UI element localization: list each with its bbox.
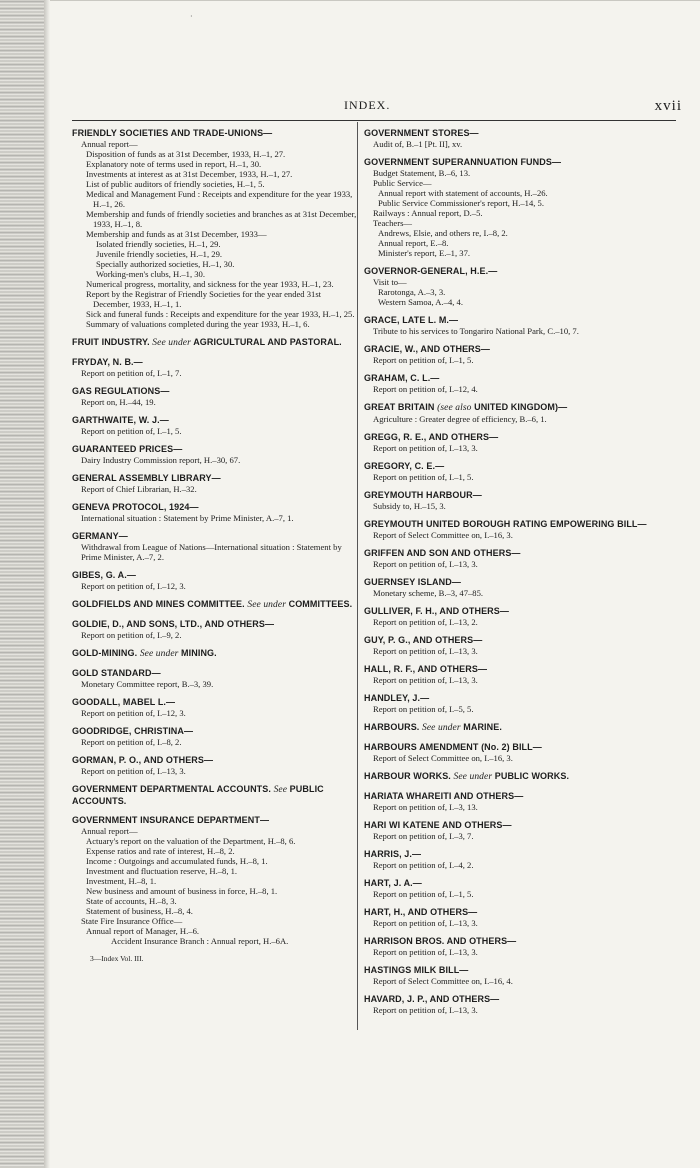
subentry-line: Juvenile friendly societies, H.–1, 29. bbox=[96, 249, 223, 259]
subentry-line: Membership and funds as at 31st December, 1933— bbox=[86, 229, 267, 239]
heading-text: HARI WI KATENE AND OTHERS— bbox=[364, 820, 512, 830]
heading-text: GREGG, R. E., AND OTHERS— bbox=[364, 432, 499, 442]
entry-heading bbox=[72, 337, 360, 349]
index-entry bbox=[364, 693, 680, 714]
index-entry bbox=[364, 635, 680, 656]
index-entry bbox=[72, 648, 360, 660]
subentry-line: Income : Outgoings and accumulated funds, H.–8, 1. bbox=[86, 856, 268, 866]
index-entry bbox=[364, 344, 680, 365]
heading-text: GUERNSEY ISLAND— bbox=[364, 577, 461, 587]
entry-heading bbox=[72, 648, 360, 660]
subentry-line: Working-men's clubs, H.–1, 30. bbox=[96, 269, 205, 279]
subentry-line: Agriculture : Greater degree of efficiency, B.–6, 1. bbox=[373, 414, 547, 424]
index-entry bbox=[72, 784, 360, 807]
subentry-line: Specially authorized societies, H.–1, 30. bbox=[96, 259, 235, 269]
cross-reference-target: COMMITTEES. bbox=[288, 599, 353, 609]
index-entry bbox=[364, 771, 680, 783]
entry-heading bbox=[72, 697, 360, 708]
index-entry bbox=[364, 722, 680, 734]
entry-heading bbox=[72, 473, 360, 484]
heading-text: GRACE, LATE L. M.— bbox=[364, 315, 459, 325]
subentry-line: International situation : Statement by Prime Minister, A.–7, 1. bbox=[81, 513, 294, 523]
subentry-line: Budget Statement, B.–6, 13. bbox=[373, 168, 471, 178]
entry-heading bbox=[364, 742, 680, 753]
entry-heading bbox=[364, 548, 680, 559]
subentry-line: Report of Select Committee on, I.–16, 3. bbox=[373, 530, 513, 540]
heading-text: HARBOUR WORKS. bbox=[364, 771, 451, 781]
subentry-line: Dairy Industry Commission report, H.–30, 67. bbox=[81, 455, 241, 465]
subentry-line: Expense ratios and rate of interest, H.–8, 2. bbox=[86, 846, 235, 856]
cross-reference-target: PUBLIC ACCOUNTS. bbox=[72, 784, 324, 806]
entry-heading bbox=[72, 570, 360, 581]
subentry-line: Report of Chief Librarian, H.–32. bbox=[81, 484, 197, 494]
index-entry bbox=[72, 502, 360, 523]
heading-text: GRIFFEN AND SON AND OTHERS— bbox=[364, 548, 521, 558]
subentry-line: Report on petition of, I.–13, 3. bbox=[81, 766, 186, 776]
heading-text: FRIENDLY SOCIETIES AND TRADE-UNIONS— bbox=[72, 128, 273, 138]
subentry-line: Annual report— bbox=[81, 826, 138, 836]
entry-heading bbox=[72, 386, 360, 397]
heading-text: HARRIS, J.— bbox=[364, 849, 422, 859]
index-entry bbox=[364, 373, 680, 394]
index-entry bbox=[364, 266, 680, 307]
index-entry bbox=[364, 548, 680, 569]
heading-text: GREGORY, C. E.— bbox=[364, 461, 445, 471]
subentry-line: Subsidy to, H.–15, 3. bbox=[373, 501, 446, 511]
subentry-line: Summary of valuations completed during the year 1933, H.–1, 6. bbox=[86, 319, 310, 329]
subentry-line: Railways : Annual report, D.–5. bbox=[373, 208, 483, 218]
subentry-line: Report on petition of, I.–4, 2. bbox=[373, 860, 474, 870]
entry-heading bbox=[364, 849, 680, 860]
footer-note: 3—Index Vol. III. bbox=[90, 954, 144, 963]
index-entry bbox=[72, 570, 360, 591]
entry-heading bbox=[364, 577, 680, 588]
cross-reference-target: PUBLIC WORKS. bbox=[494, 771, 570, 781]
index-entry bbox=[364, 606, 680, 627]
subentry-line: Report on petition of, I.–9, 2. bbox=[81, 630, 182, 640]
left-column bbox=[72, 128, 360, 964]
entry-heading bbox=[364, 791, 680, 802]
binding-shadow bbox=[44, 0, 50, 1168]
heading-text: GREYMOUTH UNITED BOROUGH RATING EMPOWERING BILL— bbox=[364, 519, 647, 529]
entry-heading bbox=[364, 402, 680, 414]
heading-text: HANDLEY, J.— bbox=[364, 693, 430, 703]
entry-heading bbox=[364, 461, 680, 472]
subentry-line: Medical and Management Fund : Receipts and expenditure for the year 1933, H.–1, 26. bbox=[86, 189, 353, 209]
heading-text: GOVERNMENT SUPERANNUATION FUNDS— bbox=[364, 157, 562, 167]
index-entry bbox=[72, 337, 360, 349]
heading-text: HASTINGS MILK BILL— bbox=[364, 965, 469, 975]
subentry-line: Public Service Commissioner's report, H.–14, 5. bbox=[378, 198, 545, 208]
subentry-line: Visit to— bbox=[373, 277, 407, 287]
entry-heading bbox=[364, 344, 680, 355]
entry-heading bbox=[364, 907, 680, 918]
top-edge-line bbox=[50, 0, 700, 1]
entry-heading bbox=[72, 444, 360, 455]
entry-heading bbox=[72, 815, 360, 826]
subentry-line: Annual report— bbox=[81, 139, 138, 149]
entry-heading bbox=[72, 502, 360, 513]
heading-text: HAVARD, J. P., AND OTHERS— bbox=[364, 994, 500, 1004]
heading-text: GOVERNMENT STORES— bbox=[364, 128, 479, 138]
entry-heading bbox=[72, 784, 360, 807]
heading-text: GULLIVER, F. H., AND OTHERS— bbox=[364, 606, 509, 616]
subentry-line: Report on petition of, I.–1, 7. bbox=[81, 368, 182, 378]
index-entry bbox=[364, 519, 680, 540]
cross-reference-target: AGRICULTURAL AND PASTORAL. bbox=[193, 337, 342, 347]
entry-heading bbox=[72, 531, 360, 542]
entry-heading bbox=[364, 878, 680, 889]
cross-reference-target: MINING. bbox=[181, 648, 217, 658]
index-entry bbox=[364, 820, 680, 841]
index-entry bbox=[72, 386, 360, 407]
index-entry bbox=[72, 619, 360, 640]
subentry-line: State Fire Insurance Office— bbox=[81, 916, 183, 926]
index-entry bbox=[72, 815, 360, 946]
index-entry bbox=[364, 402, 680, 424]
heading-text: GERMANY— bbox=[72, 531, 128, 541]
subentry-line: List of public auditors of friendly societies, H.–1, 5. bbox=[86, 179, 265, 189]
subentry-line: Report on petition of, I.–12, 3. bbox=[81, 581, 186, 591]
book-binding-edge bbox=[0, 0, 44, 1168]
entry-heading bbox=[364, 519, 680, 530]
heading-text: FRYDAY, N. B.— bbox=[72, 357, 143, 367]
heading-text: HART, J. A.— bbox=[364, 878, 422, 888]
subentry-line: Report on petition of, I.–3, 7. bbox=[373, 831, 474, 841]
index-entry bbox=[72, 755, 360, 776]
index-entry bbox=[364, 878, 680, 899]
index-entry bbox=[364, 490, 680, 511]
entry-heading bbox=[364, 432, 680, 443]
subentry-line: Explanatory note of terms used in report, H.–1, 30. bbox=[86, 159, 262, 169]
cross-reference-label: See under bbox=[139, 649, 179, 659]
heading-text: HARRISON BROS. AND OTHERS— bbox=[364, 936, 517, 946]
entry-heading bbox=[72, 128, 360, 139]
subentry-line: Report on petition of, I.–13, 3. bbox=[373, 559, 478, 569]
entry-heading bbox=[364, 266, 680, 277]
heading-text: GRACIE, W., AND OTHERS— bbox=[364, 344, 490, 354]
entry-heading bbox=[364, 606, 680, 617]
heading-text: HARBOURS. bbox=[364, 722, 420, 732]
index-entry bbox=[72, 668, 360, 689]
subentry-line: State of accounts, H.–8, 3. bbox=[86, 896, 177, 906]
index-entry bbox=[364, 965, 680, 986]
subentry-line: Report on petition of, I.–13, 3. bbox=[373, 947, 478, 957]
subentry-line: Actuary's report on the valuation of the Department, H.–8, 6. bbox=[86, 836, 296, 846]
heading-text: FRUIT INDUSTRY. bbox=[72, 337, 150, 347]
subentry-line: Report on petition of, I.–13, 3. bbox=[373, 646, 478, 656]
subentry-line: Report on petition of, I.–12, 3. bbox=[81, 708, 186, 718]
index-entry bbox=[72, 473, 360, 494]
heading-text: GREYMOUTH HARBOUR— bbox=[364, 490, 482, 500]
subentry-line: Audit of, B.–1 [Pt. II], xv. bbox=[373, 139, 463, 149]
index-entry bbox=[364, 577, 680, 598]
subentry-line: Accident Insurance Branch : Annual report, H.–6A. bbox=[111, 936, 289, 946]
index-entry bbox=[72, 415, 360, 436]
cross-reference-label: See under bbox=[422, 723, 461, 733]
entry-heading bbox=[72, 726, 360, 737]
heading-text: GOLDIE, D., AND SONS, LTD., AND OTHERS— bbox=[72, 619, 275, 629]
subentry-line: Rarotonga, A.–3, 3. bbox=[378, 287, 446, 297]
entry-heading bbox=[364, 157, 680, 168]
index-entry bbox=[364, 849, 680, 870]
header-rule bbox=[72, 120, 676, 121]
index-entry bbox=[72, 531, 360, 562]
subentry-line: Report on petition of, I.–13, 3. bbox=[373, 918, 478, 928]
entry-heading bbox=[364, 664, 680, 675]
heading-text: GOODRIDGE, CHRISTINA— bbox=[72, 726, 194, 736]
subentry-line: Report on petition of, I.–12, 4. bbox=[373, 384, 478, 394]
subentry-line: Report on, H.–44, 19. bbox=[81, 397, 156, 407]
cross-reference-target: UNITED KINGDOM)— bbox=[474, 402, 568, 412]
subentry-line: Membership and funds of friendly societies and branches as at 31st December, 1933, H.–1, 8. bbox=[86, 209, 357, 229]
entry-heading bbox=[72, 668, 360, 679]
cross-reference-label: See bbox=[273, 785, 288, 795]
heading-text: GUY, P. G., AND OTHERS— bbox=[364, 635, 483, 645]
index-entry bbox=[72, 726, 360, 747]
cross-reference-label: See under bbox=[247, 600, 286, 610]
subentry-line: Report on petition of, I.–1, 5. bbox=[373, 472, 474, 482]
heading-text: GREAT BRITAIN bbox=[364, 402, 435, 412]
subentry-line: Report on petition of, I.–13, 3. bbox=[373, 675, 478, 685]
subentry-line: Report of Select Committee on, I.–16, 4. bbox=[373, 976, 513, 986]
subentry-line: Report on petition of, I.–1, 5. bbox=[373, 355, 474, 365]
heading-text: GOVERNMENT DEPARTMENTAL ACCOUNTS. bbox=[72, 784, 271, 794]
subentry-line: Report on petition of, I.–5, 5. bbox=[373, 704, 474, 714]
subentry-line: New business and amount of business in force, H.–8, 1. bbox=[86, 886, 278, 896]
subentry-line: Report on petition of, I.–8, 2. bbox=[81, 737, 182, 747]
subentry-line: Numerical progress, mortality, and sickness for the year 1933, H.–1, 23. bbox=[86, 279, 334, 289]
cross-reference-label: See under bbox=[152, 338, 191, 348]
subentry-line: Disposition of funds as at 31st December, 1933, H.–1, 27. bbox=[86, 149, 286, 159]
subentry-line: Report of Select Committee on, I.–16, 3. bbox=[373, 753, 513, 763]
entry-heading bbox=[364, 373, 680, 384]
subentry-line: Annual report, E.–8. bbox=[378, 238, 449, 248]
entry-heading bbox=[364, 994, 680, 1005]
cross-reference-target: MARINE. bbox=[463, 722, 502, 732]
heading-text: GRAHAM, C. L.— bbox=[364, 373, 440, 383]
subentry-line: Report on petition of, I.–13, 3. bbox=[373, 443, 478, 453]
entry-heading bbox=[364, 490, 680, 501]
index-entry bbox=[364, 432, 680, 453]
subentry-line: Tribute to his services to Tongariro National Park, C.–10, 7. bbox=[373, 326, 579, 336]
index-entry bbox=[72, 599, 360, 611]
index-entry bbox=[72, 697, 360, 718]
heading-text: HART, H., AND OTHERS— bbox=[364, 907, 478, 917]
subentry-line: Monetary Committee report, B.–3, 39. bbox=[81, 679, 214, 689]
entry-heading bbox=[364, 722, 680, 734]
subentry-line: Sick and funeral funds : Receipts and expenditure for the year 1933, H.–1, 25. bbox=[86, 309, 355, 319]
index-entry bbox=[364, 907, 680, 928]
heading-text: GOLDFIELDS AND MINES COMMITTEE. bbox=[72, 599, 245, 609]
subentry-line: Statement of business, H.–8, 4. bbox=[86, 906, 193, 916]
entry-heading bbox=[72, 357, 360, 368]
cross-reference-label: See under bbox=[453, 772, 493, 782]
subentry-line: Western Samoa, A.–4, 4. bbox=[378, 297, 463, 307]
index-entry bbox=[364, 742, 680, 763]
entry-heading bbox=[364, 128, 680, 139]
page-number: xvii bbox=[654, 98, 682, 114]
subentry-line: Andrews, Elsie, and others re, I.–8, 2. bbox=[378, 228, 508, 238]
subentry-line: Minister's report, E.–1, 37. bbox=[378, 248, 471, 258]
entry-heading bbox=[364, 315, 680, 326]
right-column bbox=[364, 128, 680, 1023]
subentry-line: Report on petition of, I.–1, 5. bbox=[81, 426, 182, 436]
heading-text: GORMAN, P. O., AND OTHERS— bbox=[72, 755, 214, 765]
subentry-line: Withdrawal from League of Nations—International situation : Statement by Prime Minister, A.–7, 2. bbox=[81, 542, 342, 562]
entry-heading bbox=[364, 936, 680, 947]
heading-text: GUARANTEED PRICES— bbox=[72, 444, 183, 454]
subentry-line: Investment, H.–8, 1. bbox=[86, 876, 157, 886]
heading-text: GOLD-MINING. bbox=[72, 648, 138, 658]
entry-heading bbox=[364, 771, 680, 783]
subentry-line: Investments at interest as at 31st December, 1933, H.–1, 27. bbox=[86, 169, 293, 179]
heading-text: HALL, R. F., AND OTHERS— bbox=[364, 664, 488, 674]
subentry-line: Report by the Registrar of Friendly Societies for the year ended 31st December, 1933, H.–1, 1. bbox=[86, 289, 322, 309]
subentry-line: Teachers— bbox=[373, 218, 413, 228]
subentry-line: Report on petition of, I.–3, 13. bbox=[373, 802, 478, 812]
heading-text: GENEVA PROTOCOL, 1924— bbox=[72, 502, 199, 512]
index-entry bbox=[364, 936, 680, 957]
subentry-line: Public Service— bbox=[373, 178, 432, 188]
index-entry bbox=[72, 128, 360, 329]
running-head: INDEX. bbox=[344, 98, 391, 112]
entry-heading bbox=[72, 755, 360, 766]
heading-text: GARTHWAITE, W. J.— bbox=[72, 415, 169, 425]
entry-heading bbox=[72, 415, 360, 426]
index-entry bbox=[364, 994, 680, 1015]
cross-reference-label: (see also bbox=[437, 403, 472, 413]
index-entry bbox=[364, 461, 680, 482]
heading-text: HARIATA WHAREITI AND OTHERS— bbox=[364, 791, 524, 801]
subentry-line: Monetary scheme, B.–3, 47–85. bbox=[373, 588, 484, 598]
subentry-line: Report on petition of, I.–1, 5. bbox=[373, 889, 474, 899]
entry-heading bbox=[364, 693, 680, 704]
entry-heading bbox=[364, 635, 680, 646]
subentry-line: Isolated friendly societies, H.–1, 29. bbox=[96, 239, 221, 249]
entry-heading bbox=[72, 619, 360, 630]
entry-heading bbox=[72, 599, 360, 611]
subentry-line: Report on petition of, I.–13, 3. bbox=[373, 1005, 478, 1015]
entry-heading bbox=[364, 820, 680, 831]
heading-text: GOVERNMENT INSURANCE DEPARTMENT— bbox=[72, 815, 270, 825]
entry-heading bbox=[364, 965, 680, 976]
index-entry bbox=[72, 444, 360, 465]
heading-text: GENERAL ASSEMBLY LIBRARY— bbox=[72, 473, 221, 483]
heading-text: GOVERNOR-GENERAL, H.E.— bbox=[364, 266, 498, 276]
heading-text: GIBES, G. A.— bbox=[72, 570, 136, 580]
index-entry bbox=[364, 315, 680, 336]
heading-text: GAS REGULATIONS— bbox=[72, 386, 170, 396]
heading-text: GOODALL, MABEL L.— bbox=[72, 697, 176, 707]
scan-mark: · bbox=[190, 12, 193, 21]
index-entry bbox=[364, 157, 680, 258]
heading-text: HARBOURS AMENDMENT (No. 2) BILL— bbox=[364, 742, 542, 752]
subentry-line: Investment and fluctuation reserve, H.–8, 1. bbox=[86, 866, 238, 876]
index-entry bbox=[364, 791, 680, 812]
subentry-line: Annual report with statement of accounts, H.–26. bbox=[378, 188, 548, 198]
subentry-line: Annual report of Manager, H.–6. bbox=[86, 926, 200, 936]
index-entry bbox=[364, 128, 680, 149]
heading-text: GOLD STANDARD— bbox=[72, 668, 161, 678]
index-entry bbox=[72, 357, 360, 378]
index-entry bbox=[364, 664, 680, 685]
subentry-line: Report on petition of, I.–13, 2. bbox=[373, 617, 478, 627]
